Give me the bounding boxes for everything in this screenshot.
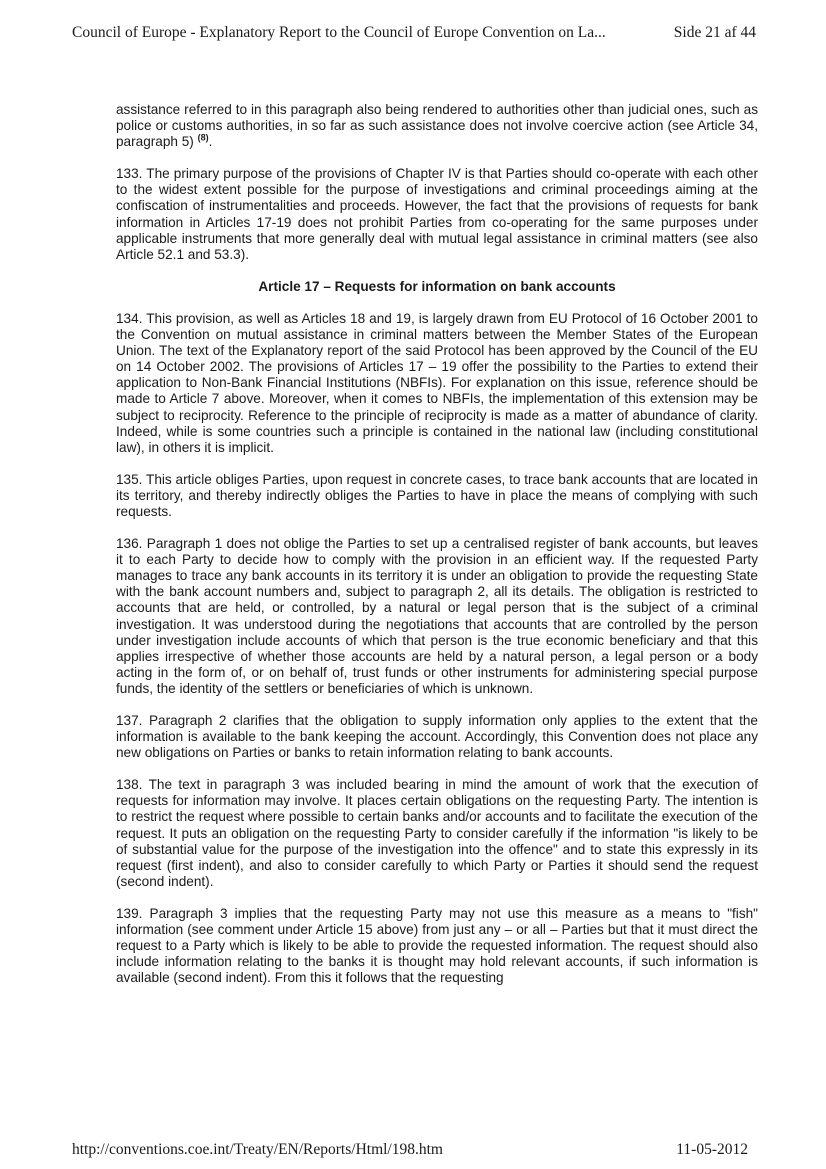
paragraph-133: 133. The primary purpose of the provisions of Chapter IV is that Parties should co-operate with each other to the widest extent possible for the purpose of investigations and criminal proceedings aiming at the confiscation of instrumentalities and proceeds. However, the fact that the provisions of requests for bank information in Articles 17-19 does not prohibit Parties from co-operating for the same purposes under applicable instruments that more generally deal with mutual legal assistance in criminal matters (see also Article 52.1 and 53.3). — [116, 166, 758, 262]
paragraph-134: 134. This provision, as well as Articles 18 and 19, is largely drawn from EU Protocol of 16 October 2001 to the Convention on mutual assistance in criminal matters between the Member States of the European Union. The text of the Explanatory report of the said Protocol has been approved by the Council of the EU on 14 October 2002. The provisions of Articles 17 – 19 offer the possibility to the Parties to extend their application to Non-Bank Financial Institutions (NBFIs). For explanation on this issue, reference should be made to Article 7 above. Moreover, when it comes to NBFIs, the implementation of this extension may be subject to reciprocity. Reference to the principle of reciprocity is made as a matter of abundance of clarity. Indeed, while is some countries such a principle is contained in the national law (including constitutional law), in others it is implicit. — [116, 310, 758, 455]
document-title: Council of Europe - Explanatory Report to the Council of Europe Convention on La... — [72, 24, 606, 41]
paragraph-continued-end: . — [208, 134, 213, 150]
paragraph-136: 136. Paragraph 1 does not oblige the Parties to set up a centralised register of bank accounts, but leaves it to each Party to decide how to comply with the provision in an efficient way. If the requested Party manages to trace any bank accounts in its territory it is under an obligation to provide the requesting State with the bank account numbers and, subject to paragraph 2, all its details. The obligation is restricted to accounts that are held, or controlled, by a natural or legal person that is the subject of a criminal investigation. It was understood during the negotiations that accounts that are controlled by the person under investigation include accounts of which that person is the true economic beneficiary and that this applies irrespective of whether those accounts are held by a natural person, a legal person or a body acting in the form of, or on behalf of, trust funds or other instruments for administering special purpose funds, the identity of the settlers or beneficiaries of which is unknown. — [116, 536, 758, 696]
paragraph-continued-text: assistance referred to in this paragraph also being rendered to authorities other than judicial ones, such as police or customs authorities, in so far as such assistance does not involve coercive action (see Article 34, paragraph 5) — [116, 102, 758, 150]
paragraph-137: 137. Paragraph 2 clarifies that the obligation to supply information only applies to the extent that the information is available to the bank keeping the account. Accordingly, this Convention does not place any new obligations on Parties or banks to retain information relating to bank accounts. — [116, 713, 758, 761]
page-footer — [72, 1141, 748, 1159]
article-17-heading: Article 17 – Requests for information on bank accounts — [258, 278, 616, 294]
paragraph-139: 139. Paragraph 3 implies that the requesting Party may not use this measure as a means to "fish" information (see comment under Article 15 above) from just any – or all – Parties but that it must direct the request to a Party which is likely to be able to provide the requested information. The request should also include information relating to the banks it is thought may hold relevant accounts, if such information is available (second indent). From this it follows that the requesting — [116, 905, 758, 986]
page-number: Side 21 af 44 — [673, 24, 756, 41]
source-url: http://conventions.coe.int/Treaty/EN/Reports/Html/198.htm — [72, 1141, 443, 1158]
document-body — [116, 102, 758, 1002]
paragraph-continued — [116, 102, 758, 150]
print-date: 11-05-2012 — [676, 1141, 748, 1158]
page-header — [72, 24, 756, 42]
footnote-reference[interactable]: (8) — [197, 132, 209, 143]
paragraph-138: 138. The text in paragraph 3 was included bearing in mind the amount of work that the execution of requests for information may involve. It places certain obligations on the requesting Party. The intention is to restrict the request where possible to certain banks and/or accounts and to facilitate the execution of the request. It puts an obligation on the requesting Party to consider carefully if the information "is likely to be of substantial value for the purpose of the investigation into the offence" and to state this expressly in its request (first indent), and also to consider carefully to which Party or Parties it should send the request (second indent). — [116, 777, 758, 889]
paragraph-135: 135. This article obliges Parties, upon request in concrete cases, to trace bank accounts that are located in its territory, and thereby indirectly obliges the Parties to have in place the means of complying with such requests. — [116, 471, 758, 519]
